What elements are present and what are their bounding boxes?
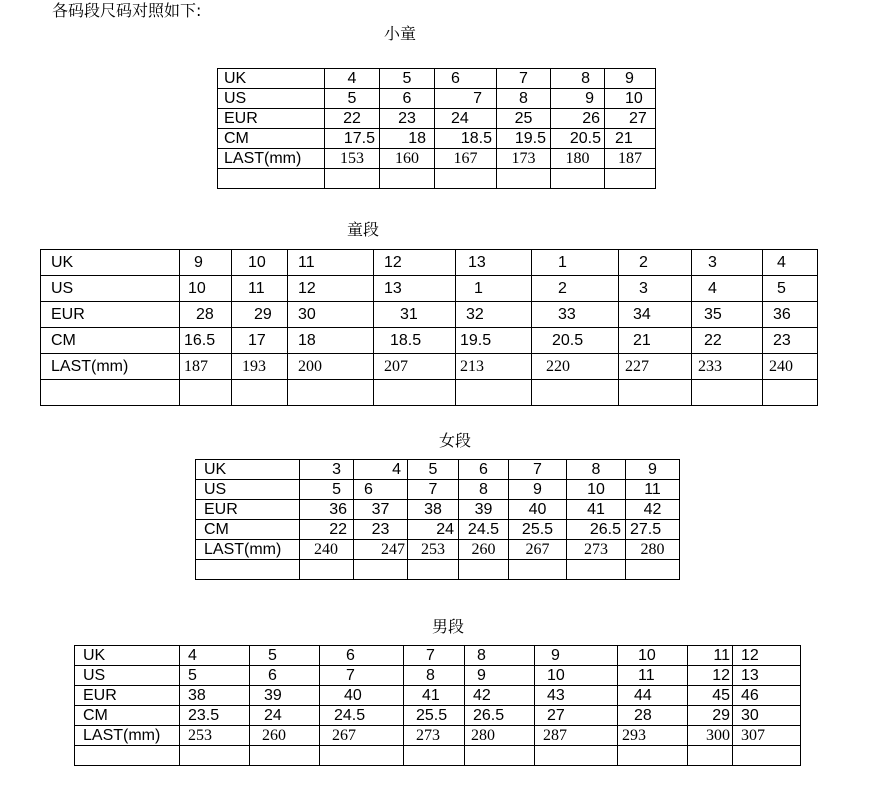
empty-cell xyxy=(435,169,497,189)
table-cell: 11 xyxy=(618,666,688,686)
table-cell: 18.5 xyxy=(435,129,497,149)
table-cell: 4 xyxy=(354,460,408,480)
empty-cell xyxy=(404,746,465,766)
table-cell: 3 xyxy=(300,460,354,480)
table-row xyxy=(41,276,818,302)
size-table-kids xyxy=(40,249,818,406)
table-cell: 12 xyxy=(733,646,801,666)
table-row xyxy=(218,129,656,149)
table-cell: 10 xyxy=(618,646,688,666)
section-title-men: 男段 xyxy=(432,617,465,636)
table-cell: 42 xyxy=(465,686,535,706)
table-cell: 23 xyxy=(354,520,408,540)
section-title-women: 女段 xyxy=(439,431,472,450)
table-cell: 18 xyxy=(288,328,374,354)
empty-cell xyxy=(325,169,380,189)
empty-cell xyxy=(41,380,180,406)
table-cell: 18.5 xyxy=(374,328,456,354)
table-cell: 38 xyxy=(408,500,459,520)
row-label-us: US xyxy=(41,276,180,302)
table-row-empty xyxy=(218,169,656,189)
table-cell: 193 xyxy=(232,354,288,380)
table-cell: 11 xyxy=(232,276,288,302)
table-cell: 9 xyxy=(509,480,567,500)
table-cell: 9 xyxy=(535,646,618,666)
empty-cell xyxy=(320,746,404,766)
table-cell: 187 xyxy=(180,354,232,380)
table-cell: 1 xyxy=(456,276,532,302)
empty-cell xyxy=(497,169,551,189)
table-row xyxy=(75,646,801,666)
row-label-uk: UK xyxy=(196,460,300,480)
empty-cell xyxy=(618,746,688,766)
table-cell: 2 xyxy=(619,250,692,276)
table-cell: 40 xyxy=(509,500,567,520)
table-cell: 26.5 xyxy=(567,520,626,540)
table-cell: 42 xyxy=(626,500,680,520)
table-row xyxy=(218,69,656,89)
table-cell: 5 xyxy=(763,276,818,302)
table-row xyxy=(41,302,818,328)
table-cell: 12 xyxy=(374,250,456,276)
table-cell: 30 xyxy=(733,706,801,726)
table-cell: 8 xyxy=(404,666,465,686)
table-cell: 287 xyxy=(535,726,618,746)
row-label-uk: UK xyxy=(75,646,180,666)
table-cell: 27.5 xyxy=(626,520,680,540)
table-row xyxy=(196,500,680,520)
row-label-us: US xyxy=(196,480,300,500)
table-cell: 8 xyxy=(497,89,551,109)
empty-cell xyxy=(535,746,618,766)
table-cell: 20.5 xyxy=(532,328,619,354)
table-cell: 187 xyxy=(605,149,656,169)
table-cell: 29 xyxy=(688,706,733,726)
table-cell: 26.5 xyxy=(465,706,535,726)
table-cell: 260 xyxy=(250,726,320,746)
section-title-small-kids: 小童 xyxy=(384,24,417,43)
table-cell: 44 xyxy=(618,686,688,706)
table-cell: 4 xyxy=(180,646,250,666)
table-cell: 31 xyxy=(374,302,456,328)
table-cell: 13 xyxy=(456,250,532,276)
table-row xyxy=(41,250,818,276)
table-cell: 3 xyxy=(692,250,763,276)
table-cell: 35 xyxy=(692,302,763,328)
table-cell: 46 xyxy=(733,686,801,706)
table-cell: 22 xyxy=(692,328,763,354)
table-cell: 5 xyxy=(380,69,435,89)
table-cell: 7 xyxy=(435,89,497,109)
empty-cell xyxy=(619,380,692,406)
table-cell: 38 xyxy=(180,686,250,706)
table-cell: 267 xyxy=(320,726,404,746)
table-cell: 160 xyxy=(380,149,435,169)
table-cell: 153 xyxy=(325,149,380,169)
table-cell: 39 xyxy=(459,500,509,520)
table-cell: 13 xyxy=(733,666,801,686)
table-cell: 307 xyxy=(733,726,801,746)
table-row xyxy=(41,328,818,354)
empty-cell xyxy=(532,380,619,406)
row-label-us: US xyxy=(75,666,180,686)
empty-cell xyxy=(374,380,456,406)
row-label-cm: CM xyxy=(41,328,180,354)
table-cell: 39 xyxy=(250,686,320,706)
table-cell: 4 xyxy=(325,69,380,89)
size-table-women xyxy=(195,459,680,580)
empty-cell xyxy=(605,169,656,189)
table-cell: 25 xyxy=(497,109,551,129)
table-cell: 28 xyxy=(180,302,232,328)
table-cell: 11 xyxy=(626,480,680,500)
table-cell: 11 xyxy=(288,250,374,276)
table-cell: 17 xyxy=(232,328,288,354)
table-cell: 21 xyxy=(619,328,692,354)
table-cell: 41 xyxy=(567,500,626,520)
table-cell: 6 xyxy=(320,646,404,666)
section-title-kids: 童段 xyxy=(347,220,380,239)
table-cell: 267 xyxy=(509,540,567,560)
table-cell: 43 xyxy=(535,686,618,706)
table-cell: 17.5 xyxy=(325,129,380,149)
empty-cell xyxy=(196,560,300,580)
table-cell: 6 xyxy=(459,460,509,480)
table-cell: 24.5 xyxy=(459,520,509,540)
empty-cell xyxy=(688,746,733,766)
empty-cell xyxy=(288,380,374,406)
table-cell: 5 xyxy=(250,646,320,666)
empty-cell xyxy=(180,746,250,766)
table-cell: 280 xyxy=(626,540,680,560)
row-label-eur: EUR xyxy=(218,109,325,129)
table-row-empty xyxy=(75,746,801,766)
empty-cell xyxy=(692,380,763,406)
empty-cell xyxy=(354,560,408,580)
row-label-us: US xyxy=(218,89,325,109)
table-row xyxy=(196,460,680,480)
empty-cell xyxy=(509,560,567,580)
table-cell: 6 xyxy=(435,69,497,89)
table-cell: 27 xyxy=(605,109,656,129)
table-cell: 23 xyxy=(380,109,435,129)
empty-cell xyxy=(250,746,320,766)
table-cell: 227 xyxy=(619,354,692,380)
table-row xyxy=(196,480,680,500)
table-cell: 12 xyxy=(688,666,733,686)
row-label-uk: UK xyxy=(41,250,180,276)
table-cell: 3 xyxy=(619,276,692,302)
table-row xyxy=(75,726,801,746)
table-cell: 36 xyxy=(763,302,818,328)
table-cell: 253 xyxy=(180,726,250,746)
table-cell: 7 xyxy=(497,69,551,89)
table-cell: 33 xyxy=(532,302,619,328)
table-row xyxy=(75,666,801,686)
table-cell: 8 xyxy=(551,69,605,89)
empty-cell xyxy=(218,169,325,189)
table-cell: 4 xyxy=(692,276,763,302)
row-label-eur: EUR xyxy=(41,302,180,328)
table-cell: 9 xyxy=(605,69,656,89)
table-row xyxy=(75,686,801,706)
table-row xyxy=(196,540,680,560)
table-cell: 5 xyxy=(300,480,354,500)
table-cell: 22 xyxy=(300,520,354,540)
empty-cell xyxy=(567,560,626,580)
table-cell: 1 xyxy=(532,250,619,276)
size-table-men xyxy=(74,645,801,766)
row-label-last: LAST(mm) xyxy=(218,149,325,169)
table-cell: 10 xyxy=(605,89,656,109)
table-cell: 10 xyxy=(180,276,232,302)
table-row xyxy=(218,89,656,109)
table-cell: 5 xyxy=(408,460,459,480)
table-cell: 28 xyxy=(618,706,688,726)
empty-cell xyxy=(75,746,180,766)
table-cell: 41 xyxy=(404,686,465,706)
table-cell: 9 xyxy=(465,666,535,686)
table-cell: 247 xyxy=(354,540,408,560)
table-cell: 240 xyxy=(300,540,354,560)
table-cell: 24 xyxy=(435,109,497,129)
empty-cell xyxy=(380,169,435,189)
table-cell: 200 xyxy=(288,354,374,380)
row-label-cm: CM xyxy=(218,129,325,149)
row-label-cm: CM xyxy=(196,520,300,540)
empty-cell xyxy=(459,560,509,580)
empty-cell xyxy=(300,560,354,580)
empty-cell xyxy=(626,560,680,580)
table-cell: 6 xyxy=(380,89,435,109)
table-cell: 280 xyxy=(465,726,535,746)
row-label-cm: CM xyxy=(75,706,180,726)
empty-cell xyxy=(232,380,288,406)
table-cell: 34 xyxy=(619,302,692,328)
table-cell: 253 xyxy=(408,540,459,560)
table-cell: 27 xyxy=(535,706,618,726)
table-cell: 7 xyxy=(320,666,404,686)
table-row xyxy=(218,149,656,169)
row-label-eur: EUR xyxy=(196,500,300,520)
table-cell: 7 xyxy=(408,480,459,500)
table-cell: 273 xyxy=(567,540,626,560)
table-cell: 22 xyxy=(325,109,380,129)
table-cell: 300 xyxy=(688,726,733,746)
table-cell: 167 xyxy=(435,149,497,169)
table-cell: 10 xyxy=(232,250,288,276)
table-cell: 180 xyxy=(551,149,605,169)
table-cell: 36 xyxy=(300,500,354,520)
row-label-last: LAST(mm) xyxy=(75,726,180,746)
table-cell: 32 xyxy=(456,302,532,328)
table-cell: 260 xyxy=(459,540,509,560)
table-cell: 10 xyxy=(535,666,618,686)
table-cell: 37 xyxy=(354,500,408,520)
empty-cell xyxy=(465,746,535,766)
table-row xyxy=(218,109,656,129)
empty-cell xyxy=(456,380,532,406)
table-cell: 13 xyxy=(374,276,456,302)
table-row xyxy=(75,706,801,726)
table-cell: 26 xyxy=(551,109,605,129)
table-cell: 18 xyxy=(380,129,435,149)
table-cell: 9 xyxy=(551,89,605,109)
empty-cell xyxy=(733,746,801,766)
table-cell: 2 xyxy=(532,276,619,302)
table-cell: 10 xyxy=(567,480,626,500)
table-cell: 25.5 xyxy=(509,520,567,540)
table-cell: 220 xyxy=(532,354,619,380)
table-cell: 6 xyxy=(250,666,320,686)
table-cell: 7 xyxy=(509,460,567,480)
table-cell: 7 xyxy=(404,646,465,666)
row-label-last: LAST(mm) xyxy=(41,354,180,380)
row-label-uk: UK xyxy=(218,69,325,89)
empty-cell xyxy=(551,169,605,189)
table-cell: 24 xyxy=(408,520,459,540)
table-cell: 40 xyxy=(320,686,404,706)
table-cell: 11 xyxy=(688,646,733,666)
row-label-eur: EUR xyxy=(75,686,180,706)
table-cell: 273 xyxy=(404,726,465,746)
table-cell: 8 xyxy=(567,460,626,480)
size-table-small-kids xyxy=(217,68,656,189)
table-cell: 9 xyxy=(180,250,232,276)
table-cell: 16.5 xyxy=(180,328,232,354)
table-cell: 6 xyxy=(354,480,408,500)
table-cell: 21 xyxy=(605,129,656,149)
table-cell: 12 xyxy=(288,276,374,302)
page-heading: 各码段尺码对照如下: xyxy=(52,1,202,20)
table-cell: 5 xyxy=(180,666,250,686)
row-label-last: LAST(mm) xyxy=(196,540,300,560)
table-cell: 20.5 xyxy=(551,129,605,149)
empty-cell xyxy=(408,560,459,580)
table-cell: 293 xyxy=(618,726,688,746)
table-cell: 173 xyxy=(497,149,551,169)
table-cell: 19.5 xyxy=(497,129,551,149)
table-cell: 213 xyxy=(456,354,532,380)
table-cell: 233 xyxy=(692,354,763,380)
table-cell: 240 xyxy=(763,354,818,380)
table-cell: 19.5 xyxy=(456,328,532,354)
table-cell: 8 xyxy=(465,646,535,666)
table-cell: 9 xyxy=(626,460,680,480)
table-row xyxy=(41,354,818,380)
table-cell: 207 xyxy=(374,354,456,380)
table-row-empty xyxy=(41,380,818,406)
table-row-empty xyxy=(196,560,680,580)
table-row xyxy=(196,520,680,540)
table-cell: 8 xyxy=(459,480,509,500)
table-cell: 30 xyxy=(288,302,374,328)
table-cell: 23.5 xyxy=(180,706,250,726)
table-cell: 25.5 xyxy=(404,706,465,726)
table-cell: 24 xyxy=(250,706,320,726)
table-cell: 4 xyxy=(763,250,818,276)
table-cell: 23 xyxy=(763,328,818,354)
empty-cell xyxy=(180,380,232,406)
table-cell: 45 xyxy=(688,686,733,706)
empty-cell xyxy=(763,380,818,406)
table-cell: 24.5 xyxy=(320,706,404,726)
table-cell: 29 xyxy=(232,302,288,328)
table-cell: 5 xyxy=(325,89,380,109)
